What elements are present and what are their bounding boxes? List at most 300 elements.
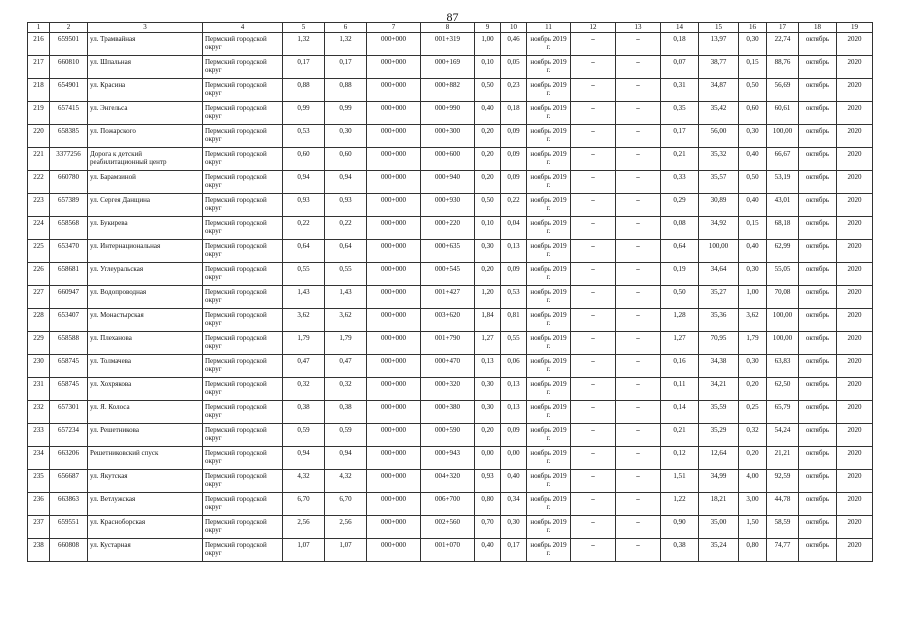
table-body <box>28 23 873 562</box>
cell-repair-year: 2020 <box>837 355 873 378</box>
header-cell-inspection-date: 11 <box>527 23 571 33</box>
cell-col-17: 74,77 <box>767 539 799 562</box>
cell-repair-year: 2020 <box>837 263 873 286</box>
cell-col-14: 1,22 <box>661 493 699 516</box>
cell-length-repair: 0,47 <box>325 355 367 378</box>
cell-col-10: 0,22 <box>501 194 527 217</box>
cell-repair-year: 2020 <box>837 240 873 263</box>
cell-col-10: 0,04 <box>501 217 527 240</box>
cell-length-repair: 0,55 <box>325 263 367 286</box>
cell-col-10: 0,81 <box>501 309 527 332</box>
cell-repair-year: 2020 <box>837 194 873 217</box>
cell-inspection-date: ноябрь 2019 г. <box>527 56 571 79</box>
cell-end-km: 000+320 <box>421 378 475 401</box>
cell-col-15: 34,38 <box>699 355 739 378</box>
cell-road-name: ул. Ветлужская <box>88 493 203 516</box>
cell-length-total: 0,53 <box>283 125 325 148</box>
cell-col-17: 100,00 <box>767 309 799 332</box>
cell-road-name: ул. Букирева <box>88 217 203 240</box>
cell-col-13: – <box>616 263 661 286</box>
cell-col-16: 0,30 <box>739 355 767 378</box>
cell-start-km: 000+000 <box>367 240 421 263</box>
cell-col-13: – <box>616 79 661 102</box>
cell-length-total: 0,64 <box>283 240 325 263</box>
cell-length-repair: 1,32 <box>325 33 367 56</box>
cell-road-name: ул. Красноборская <box>88 516 203 539</box>
cell-municipality: Пермский городской округ <box>203 516 283 539</box>
cell-col-16: 0,15 <box>739 56 767 79</box>
cell-inspection-date: ноябрь 2019 г. <box>527 309 571 332</box>
cell-inspection-date: ноябрь 2019 г. <box>527 401 571 424</box>
cell-start-km: 000+000 <box>367 332 421 355</box>
cell-col-9: 0,50 <box>475 79 501 102</box>
cell-road-name: ул. Толмачева <box>88 355 203 378</box>
cell-col-16: 0,40 <box>739 240 767 263</box>
cell-inspection-date: ноябрь 2019 г. <box>527 424 571 447</box>
cell-inspection-date: ноябрь 2019 г. <box>527 332 571 355</box>
cell-col-10: 0,00 <box>501 447 527 470</box>
cell-length-repair: 0,59 <box>325 424 367 447</box>
cell-repair-month: октябрь <box>799 355 837 378</box>
cell-road-name: ул. Хохрякова <box>88 378 203 401</box>
cell-row-number: 217 <box>28 56 50 79</box>
table-row <box>28 125 873 148</box>
cell-col-17: 53,19 <box>767 171 799 194</box>
cell-col-16: 0,20 <box>739 447 767 470</box>
table-row <box>28 33 873 56</box>
header-cell-col-13: 13 <box>616 23 661 33</box>
cell-col-10: 0,53 <box>501 286 527 309</box>
cell-col-12: – <box>571 309 616 332</box>
cell-col-13: – <box>616 217 661 240</box>
cell-col-14: 0,38 <box>661 539 699 562</box>
table-row <box>28 539 873 562</box>
cell-length-total: 4,32 <box>283 470 325 493</box>
cell-road-name: ул. Энгельса <box>88 102 203 125</box>
cell-municipality: Пермский городской округ <box>203 493 283 516</box>
cell-start-km: 000+000 <box>367 125 421 148</box>
cell-col-9: 1,84 <box>475 309 501 332</box>
cell-municipality: Пермский городской округ <box>203 102 283 125</box>
cell-row-number: 232 <box>28 401 50 424</box>
cell-col-13: – <box>616 516 661 539</box>
header-cell-col-16: 16 <box>739 23 767 33</box>
cell-col-10: 0,23 <box>501 79 527 102</box>
cell-repair-month: октябрь <box>799 33 837 56</box>
cell-col-10: 0,30 <box>501 516 527 539</box>
cell-length-repair: 0,99 <box>325 102 367 125</box>
cell-repair-month: октябрь <box>799 171 837 194</box>
cell-start-km: 000+000 <box>367 309 421 332</box>
cell-col-9: 1,00 <box>475 33 501 56</box>
header-cell-col-9: 9 <box>475 23 501 33</box>
cell-inspection-date: ноябрь 2019 г. <box>527 217 571 240</box>
cell-length-repair: 2,56 <box>325 516 367 539</box>
cell-length-total: 1,79 <box>283 332 325 355</box>
header-cell-col-12: 12 <box>571 23 616 33</box>
cell-col-13: – <box>616 171 661 194</box>
cell-col-16: 0,30 <box>739 263 767 286</box>
cell-col-16: 3,00 <box>739 493 767 516</box>
cell-road-id: 657301 <box>50 401 88 424</box>
cell-repair-month: октябрь <box>799 309 837 332</box>
table-row <box>28 171 873 194</box>
cell-municipality: Пермский городской округ <box>203 378 283 401</box>
cell-repair-month: октябрь <box>799 286 837 309</box>
cell-municipality: Пермский городской округ <box>203 171 283 194</box>
cell-municipality: Пермский городской округ <box>203 470 283 493</box>
cell-col-12: – <box>571 424 616 447</box>
cell-col-16: 0,30 <box>739 33 767 56</box>
table-row <box>28 79 873 102</box>
cell-col-10: 0,09 <box>501 125 527 148</box>
cell-length-total: 3,62 <box>283 309 325 332</box>
cell-col-10: 0,09 <box>501 171 527 194</box>
cell-length-repair: 0,32 <box>325 378 367 401</box>
cell-municipality: Пермский городской округ <box>203 424 283 447</box>
cell-col-14: 0,16 <box>661 355 699 378</box>
cell-repair-year: 2020 <box>837 286 873 309</box>
table-row <box>28 493 873 516</box>
cell-col-12: – <box>571 378 616 401</box>
cell-road-name: ул. Шпальная <box>88 56 203 79</box>
cell-repair-year: 2020 <box>837 493 873 516</box>
cell-col-12: – <box>571 194 616 217</box>
cell-col-13: – <box>616 56 661 79</box>
page-number: 87 <box>446 10 459 24</box>
cell-col-17: 88,76 <box>767 56 799 79</box>
cell-row-number: 223 <box>28 194 50 217</box>
cell-length-repair: 0,64 <box>325 240 367 263</box>
cell-repair-year: 2020 <box>837 33 873 56</box>
cell-col-14: 0,90 <box>661 516 699 539</box>
cell-end-km: 001+070 <box>421 539 475 562</box>
cell-repair-year: 2020 <box>837 217 873 240</box>
cell-road-id: 658681 <box>50 263 88 286</box>
cell-col-12: – <box>571 56 616 79</box>
cell-col-15: 35,00 <box>699 516 739 539</box>
cell-col-14: 0,31 <box>661 79 699 102</box>
cell-repair-year: 2020 <box>837 148 873 171</box>
cell-municipality: Пермский городской округ <box>203 332 283 355</box>
cell-col-13: – <box>616 309 661 332</box>
cell-start-km: 000+000 <box>367 355 421 378</box>
table-row <box>28 194 873 217</box>
cell-road-name: Дорога к детский реабилитационный центр <box>88 148 203 171</box>
cell-col-14: 1,51 <box>661 470 699 493</box>
cell-col-15: 18,21 <box>699 493 739 516</box>
cell-road-id: 653407 <box>50 309 88 332</box>
cell-length-repair: 0,94 <box>325 171 367 194</box>
cell-end-km: 000+930 <box>421 194 475 217</box>
cell-repair-year: 2020 <box>837 171 873 194</box>
cell-col-10: 0,34 <box>501 493 527 516</box>
cell-row-number: 224 <box>28 217 50 240</box>
cell-start-km: 000+000 <box>367 194 421 217</box>
cell-inspection-date: ноябрь 2019 г. <box>527 194 571 217</box>
cell-col-15: 12,64 <box>699 447 739 470</box>
table-row <box>28 240 873 263</box>
cell-length-repair: 6,70 <box>325 493 367 516</box>
cell-col-12: – <box>571 263 616 286</box>
cell-length-total: 0,94 <box>283 447 325 470</box>
header-cell-road-id: 2 <box>50 23 88 33</box>
cell-length-total: 0,55 <box>283 263 325 286</box>
cell-col-10: 0,09 <box>501 424 527 447</box>
cell-row-number: 237 <box>28 516 50 539</box>
cell-inspection-date: ноябрь 2019 г. <box>527 516 571 539</box>
cell-repair-month: октябрь <box>799 79 837 102</box>
header-cell-col-14: 14 <box>661 23 699 33</box>
cell-length-total: 1,32 <box>283 33 325 56</box>
cell-row-number: 219 <box>28 102 50 125</box>
cell-road-name: ул. Водопроводная <box>88 286 203 309</box>
cell-col-10: 0,55 <box>501 332 527 355</box>
cell-col-15: 38,77 <box>699 56 739 79</box>
cell-municipality: Пермский городской округ <box>203 240 283 263</box>
header-cell-end-km: 8 <box>421 23 475 33</box>
cell-row-number: 228 <box>28 309 50 332</box>
cell-col-14: 0,50 <box>661 286 699 309</box>
cell-length-repair: 1,43 <box>325 286 367 309</box>
cell-length-repair: 0,88 <box>325 79 367 102</box>
cell-col-15: 34,99 <box>699 470 739 493</box>
cell-repair-month: октябрь <box>799 424 837 447</box>
table-row <box>28 401 873 424</box>
cell-end-km: 000+940 <box>421 171 475 194</box>
table-row <box>28 470 873 493</box>
cell-col-10: 0,09 <box>501 263 527 286</box>
cell-length-total: 0,60 <box>283 148 325 171</box>
cell-col-17: 65,79 <box>767 401 799 424</box>
cell-col-14: 0,14 <box>661 401 699 424</box>
cell-col-14: 1,27 <box>661 332 699 355</box>
cell-col-13: – <box>616 332 661 355</box>
cell-municipality: Пермский городской округ <box>203 148 283 171</box>
cell-repair-month: октябрь <box>799 240 837 263</box>
cell-col-9: 0,13 <box>475 355 501 378</box>
cell-col-13: – <box>616 424 661 447</box>
cell-end-km: 000+882 <box>421 79 475 102</box>
cell-col-14: 0,11 <box>661 378 699 401</box>
table-row <box>28 102 873 125</box>
cell-row-number: 227 <box>28 286 50 309</box>
cell-road-name: ул. Барамзиной <box>88 171 203 194</box>
cell-col-17: 63,83 <box>767 355 799 378</box>
cell-road-name: ул. Кустарная <box>88 539 203 562</box>
cell-col-12: – <box>571 286 616 309</box>
cell-municipality: Пермский городской округ <box>203 56 283 79</box>
cell-col-13: – <box>616 102 661 125</box>
cell-row-number: 235 <box>28 470 50 493</box>
cell-repair-year: 2020 <box>837 401 873 424</box>
cell-col-9: 1,20 <box>475 286 501 309</box>
cell-start-km: 000+000 <box>367 102 421 125</box>
cell-col-15: 35,57 <box>699 171 739 194</box>
cell-col-9: 0,30 <box>475 240 501 263</box>
cell-col-17: 70,08 <box>767 286 799 309</box>
cell-repair-month: октябрь <box>799 102 837 125</box>
cell-start-km: 000+000 <box>367 56 421 79</box>
cell-road-name: ул. Якутская <box>88 470 203 493</box>
cell-col-15: 100,00 <box>699 240 739 263</box>
cell-col-13: – <box>616 447 661 470</box>
table-row <box>28 148 873 171</box>
cell-length-total: 0,59 <box>283 424 325 447</box>
cell-row-number: 220 <box>28 125 50 148</box>
cell-start-km: 000+000 <box>367 493 421 516</box>
cell-col-9: 0,00 <box>475 447 501 470</box>
cell-length-repair: 0,22 <box>325 217 367 240</box>
cell-col-12: – <box>571 516 616 539</box>
header-cell-col-10: 10 <box>501 23 527 33</box>
cell-col-13: – <box>616 378 661 401</box>
cell-col-15: 34,64 <box>699 263 739 286</box>
cell-municipality: Пермский городской округ <box>203 447 283 470</box>
cell-end-km: 000+600 <box>421 148 475 171</box>
cell-col-10: 0,13 <box>501 240 527 263</box>
cell-col-12: – <box>571 148 616 171</box>
cell-col-12: – <box>571 171 616 194</box>
cell-repair-month: октябрь <box>799 447 837 470</box>
cell-col-9: 0,30 <box>475 378 501 401</box>
cell-repair-month: октябрь <box>799 539 837 562</box>
cell-col-15: 34,21 <box>699 378 739 401</box>
cell-length-repair: 0,30 <box>325 125 367 148</box>
cell-col-12: – <box>571 79 616 102</box>
cell-col-12: – <box>571 33 616 56</box>
cell-end-km: 000+470 <box>421 355 475 378</box>
cell-col-12: – <box>571 125 616 148</box>
cell-road-id: 657415 <box>50 102 88 125</box>
cell-col-13: – <box>616 286 661 309</box>
header-cell-length-repair: 6 <box>325 23 367 33</box>
cell-length-total: 0,94 <box>283 171 325 194</box>
cell-length-total: 0,38 <box>283 401 325 424</box>
cell-start-km: 000+000 <box>367 401 421 424</box>
cell-end-km: 001+790 <box>421 332 475 355</box>
cell-inspection-date: ноябрь 2019 г. <box>527 102 571 125</box>
cell-col-15: 35,42 <box>699 102 739 125</box>
cell-col-13: – <box>616 125 661 148</box>
cell-col-9: 0,20 <box>475 148 501 171</box>
cell-col-15: 35,36 <box>699 309 739 332</box>
cell-municipality: Пермский городской округ <box>203 79 283 102</box>
cell-inspection-date: ноябрь 2019 г. <box>527 148 571 171</box>
cell-col-16: 1,00 <box>739 286 767 309</box>
header-cell-repair-year: 19 <box>837 23 873 33</box>
cell-col-14: 0,21 <box>661 424 699 447</box>
cell-col-15: 35,59 <box>699 401 739 424</box>
table-row <box>28 378 873 401</box>
cell-length-total: 2,56 <box>283 516 325 539</box>
cell-col-14: 0,07 <box>661 56 699 79</box>
cell-col-16: 0,60 <box>739 102 767 125</box>
cell-road-name: ул. Пожарского <box>88 125 203 148</box>
cell-col-16: 3,62 <box>739 309 767 332</box>
cell-row-number: 233 <box>28 424 50 447</box>
cell-col-9: 0,93 <box>475 470 501 493</box>
cell-road-id: 3377256 <box>50 148 88 171</box>
cell-road-id: 663206 <box>50 447 88 470</box>
header-row <box>28 23 873 33</box>
cell-col-9: 0,20 <box>475 424 501 447</box>
header-cell-length-total: 5 <box>283 23 325 33</box>
cell-col-17: 62,50 <box>767 378 799 401</box>
cell-road-id: 659551 <box>50 516 88 539</box>
cell-col-17: 66,67 <box>767 148 799 171</box>
cell-repair-year: 2020 <box>837 470 873 493</box>
cell-repair-year: 2020 <box>837 539 873 562</box>
cell-inspection-date: ноябрь 2019 г. <box>527 539 571 562</box>
cell-start-km: 000+000 <box>367 79 421 102</box>
table-row <box>28 217 873 240</box>
table-row <box>28 263 873 286</box>
cell-col-14: 0,35 <box>661 102 699 125</box>
cell-inspection-date: ноябрь 2019 г. <box>527 355 571 378</box>
cell-col-16: 0,20 <box>739 378 767 401</box>
cell-inspection-date: ноябрь 2019 г. <box>527 125 571 148</box>
cell-col-10: 0,13 <box>501 378 527 401</box>
cell-col-9: 0,40 <box>475 539 501 562</box>
cell-row-number: 221 <box>28 148 50 171</box>
cell-col-17: 21,21 <box>767 447 799 470</box>
cell-road-id: 658568 <box>50 217 88 240</box>
cell-start-km: 000+000 <box>367 263 421 286</box>
cell-col-16: 0,40 <box>739 148 767 171</box>
cell-municipality: Пермский городской округ <box>203 33 283 56</box>
cell-road-name: ул. Интернациональная <box>88 240 203 263</box>
cell-length-repair: 0,93 <box>325 194 367 217</box>
table-row <box>28 516 873 539</box>
cell-col-14: 0,64 <box>661 240 699 263</box>
cell-col-17: 56,69 <box>767 79 799 102</box>
cell-inspection-date: ноябрь 2019 г. <box>527 33 571 56</box>
cell-col-15: 35,27 <box>699 286 739 309</box>
cell-municipality: Пермский городской округ <box>203 217 283 240</box>
cell-repair-month: октябрь <box>799 125 837 148</box>
cell-start-km: 000+000 <box>367 516 421 539</box>
cell-row-number: 236 <box>28 493 50 516</box>
cell-col-15: 35,32 <box>699 148 739 171</box>
cell-row-number: 216 <box>28 33 50 56</box>
cell-end-km: 001+427 <box>421 286 475 309</box>
cell-col-16: 0,32 <box>739 424 767 447</box>
table-row <box>28 286 873 309</box>
cell-length-repair: 0,60 <box>325 148 367 171</box>
cell-end-km: 000+545 <box>421 263 475 286</box>
cell-start-km: 000+000 <box>367 539 421 562</box>
cell-col-16: 4,00 <box>739 470 767 493</box>
cell-col-13: – <box>616 194 661 217</box>
cell-road-name: ул. Сергея Данщина <box>88 194 203 217</box>
cell-col-17: 92,59 <box>767 470 799 493</box>
cell-col-13: – <box>616 33 661 56</box>
cell-length-total: 0,22 <box>283 217 325 240</box>
cell-end-km: 000+220 <box>421 217 475 240</box>
cell-road-id: 658588 <box>50 332 88 355</box>
cell-repair-year: 2020 <box>837 125 873 148</box>
cell-col-12: – <box>571 447 616 470</box>
cell-col-12: – <box>571 332 616 355</box>
cell-col-15: 13,97 <box>699 33 739 56</box>
table-row <box>28 355 873 378</box>
cell-col-13: – <box>616 240 661 263</box>
cell-length-repair: 0,38 <box>325 401 367 424</box>
cell-col-10: 0,40 <box>501 470 527 493</box>
cell-municipality: Пермский городской округ <box>203 355 283 378</box>
cell-inspection-date: ноябрь 2019 г. <box>527 240 571 263</box>
